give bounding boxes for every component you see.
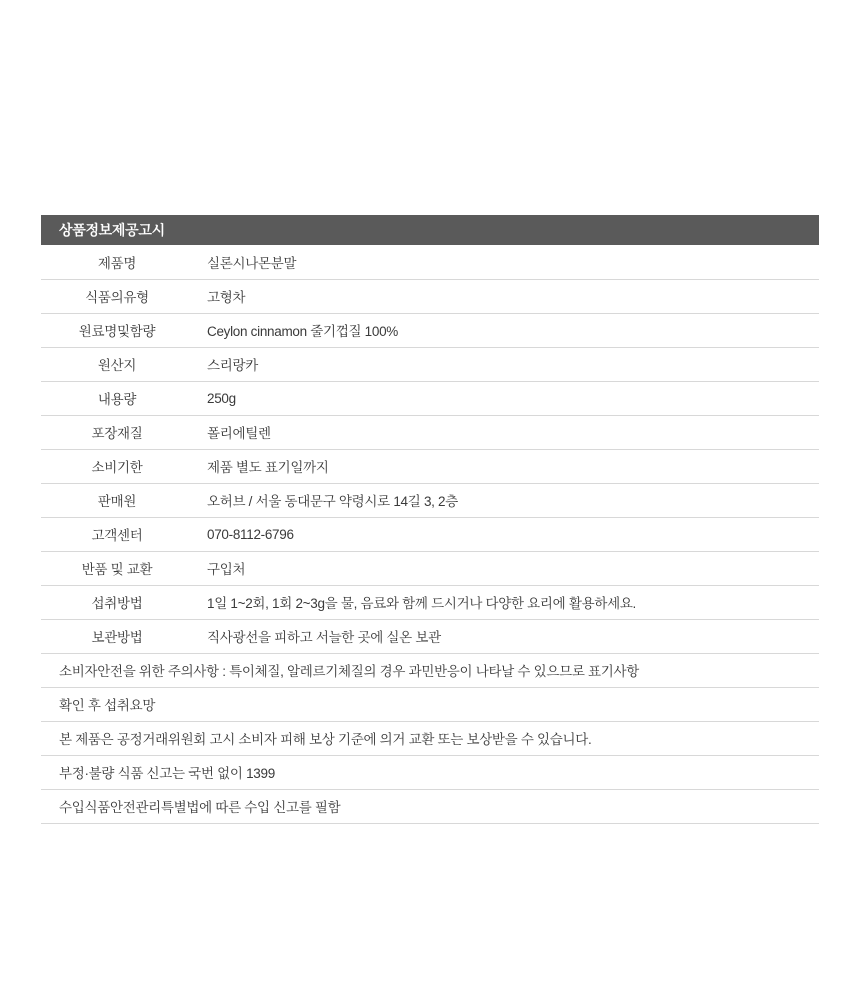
table-row xyxy=(41,619,819,653)
row-label: 반품 및 교환 xyxy=(41,551,193,585)
product-info-table-container xyxy=(41,215,819,824)
table-note-row xyxy=(41,721,819,755)
note-text: 확인 후 섭취요망 xyxy=(41,687,819,721)
row-label: 내용량 xyxy=(41,381,193,415)
table-row xyxy=(41,347,819,381)
row-label: 보관방법 xyxy=(41,619,193,653)
row-label: 소비기한 xyxy=(41,449,193,483)
row-label: 섭취방법 xyxy=(41,585,193,619)
note-text: 본 제품은 공정거래위원회 고시 소비자 피해 보상 기준에 의거 교환 또는 보상받을 수 있습니다. xyxy=(41,721,819,755)
row-label: 원산지 xyxy=(41,347,193,381)
row-value: 폴리에틸렌 xyxy=(193,415,819,449)
note-text: 수입식품안전관리특별법에 따른 수입 신고를 필함 xyxy=(41,789,819,823)
row-value: 스리랑카 xyxy=(193,347,819,381)
table-row xyxy=(41,551,819,585)
row-label: 식품의유형 xyxy=(41,279,193,313)
table-body xyxy=(41,245,819,823)
note-text: 소비자안전을 위한 주의사항 : 특이체질, 알레르기체질의 경우 과민반응이 나타날 수 있으므로 표기사항 xyxy=(41,653,819,687)
row-value: 오허브 / 서울 동대문구 약령시로 14길 3, 2층 xyxy=(193,483,819,517)
row-label: 포장재질 xyxy=(41,415,193,449)
note-text: 부정·불량 식품 신고는 국번 없이 1399 xyxy=(41,755,819,789)
row-value: 실론시나몬분말 xyxy=(193,245,819,279)
row-value: 구입처 xyxy=(193,551,819,585)
product-info-table xyxy=(41,245,819,824)
table-row xyxy=(41,483,819,517)
row-value: 070-8112-6796 xyxy=(193,517,819,551)
table-row xyxy=(41,279,819,313)
table-note-row xyxy=(41,755,819,789)
table-row xyxy=(41,449,819,483)
table-row xyxy=(41,381,819,415)
row-label: 원료명및함량 xyxy=(41,313,193,347)
table-row xyxy=(41,245,819,279)
table-title: 상품정보제공고시 xyxy=(41,215,819,245)
row-label: 제품명 xyxy=(41,245,193,279)
row-value: 1일 1~2회, 1회 2~3g을 물, 음료와 함께 드시거나 다양한 요리에 활용하세요. xyxy=(193,585,819,619)
row-value: 제품 별도 표기일까지 xyxy=(193,449,819,483)
table-row xyxy=(41,517,819,551)
table-note-row xyxy=(41,789,819,823)
table-row xyxy=(41,585,819,619)
table-note-row xyxy=(41,687,819,721)
table-row xyxy=(41,415,819,449)
row-value: 직사광선을 피하고 서늘한 곳에 실온 보관 xyxy=(193,619,819,653)
row-label: 고객센터 xyxy=(41,517,193,551)
table-note-row xyxy=(41,653,819,687)
row-value: 고형차 xyxy=(193,279,819,313)
row-value: Ceylon cinnamon 줄기껍질 100% xyxy=(193,313,819,347)
table-row xyxy=(41,313,819,347)
row-value: 250g xyxy=(193,381,819,415)
row-label: 판매원 xyxy=(41,483,193,517)
